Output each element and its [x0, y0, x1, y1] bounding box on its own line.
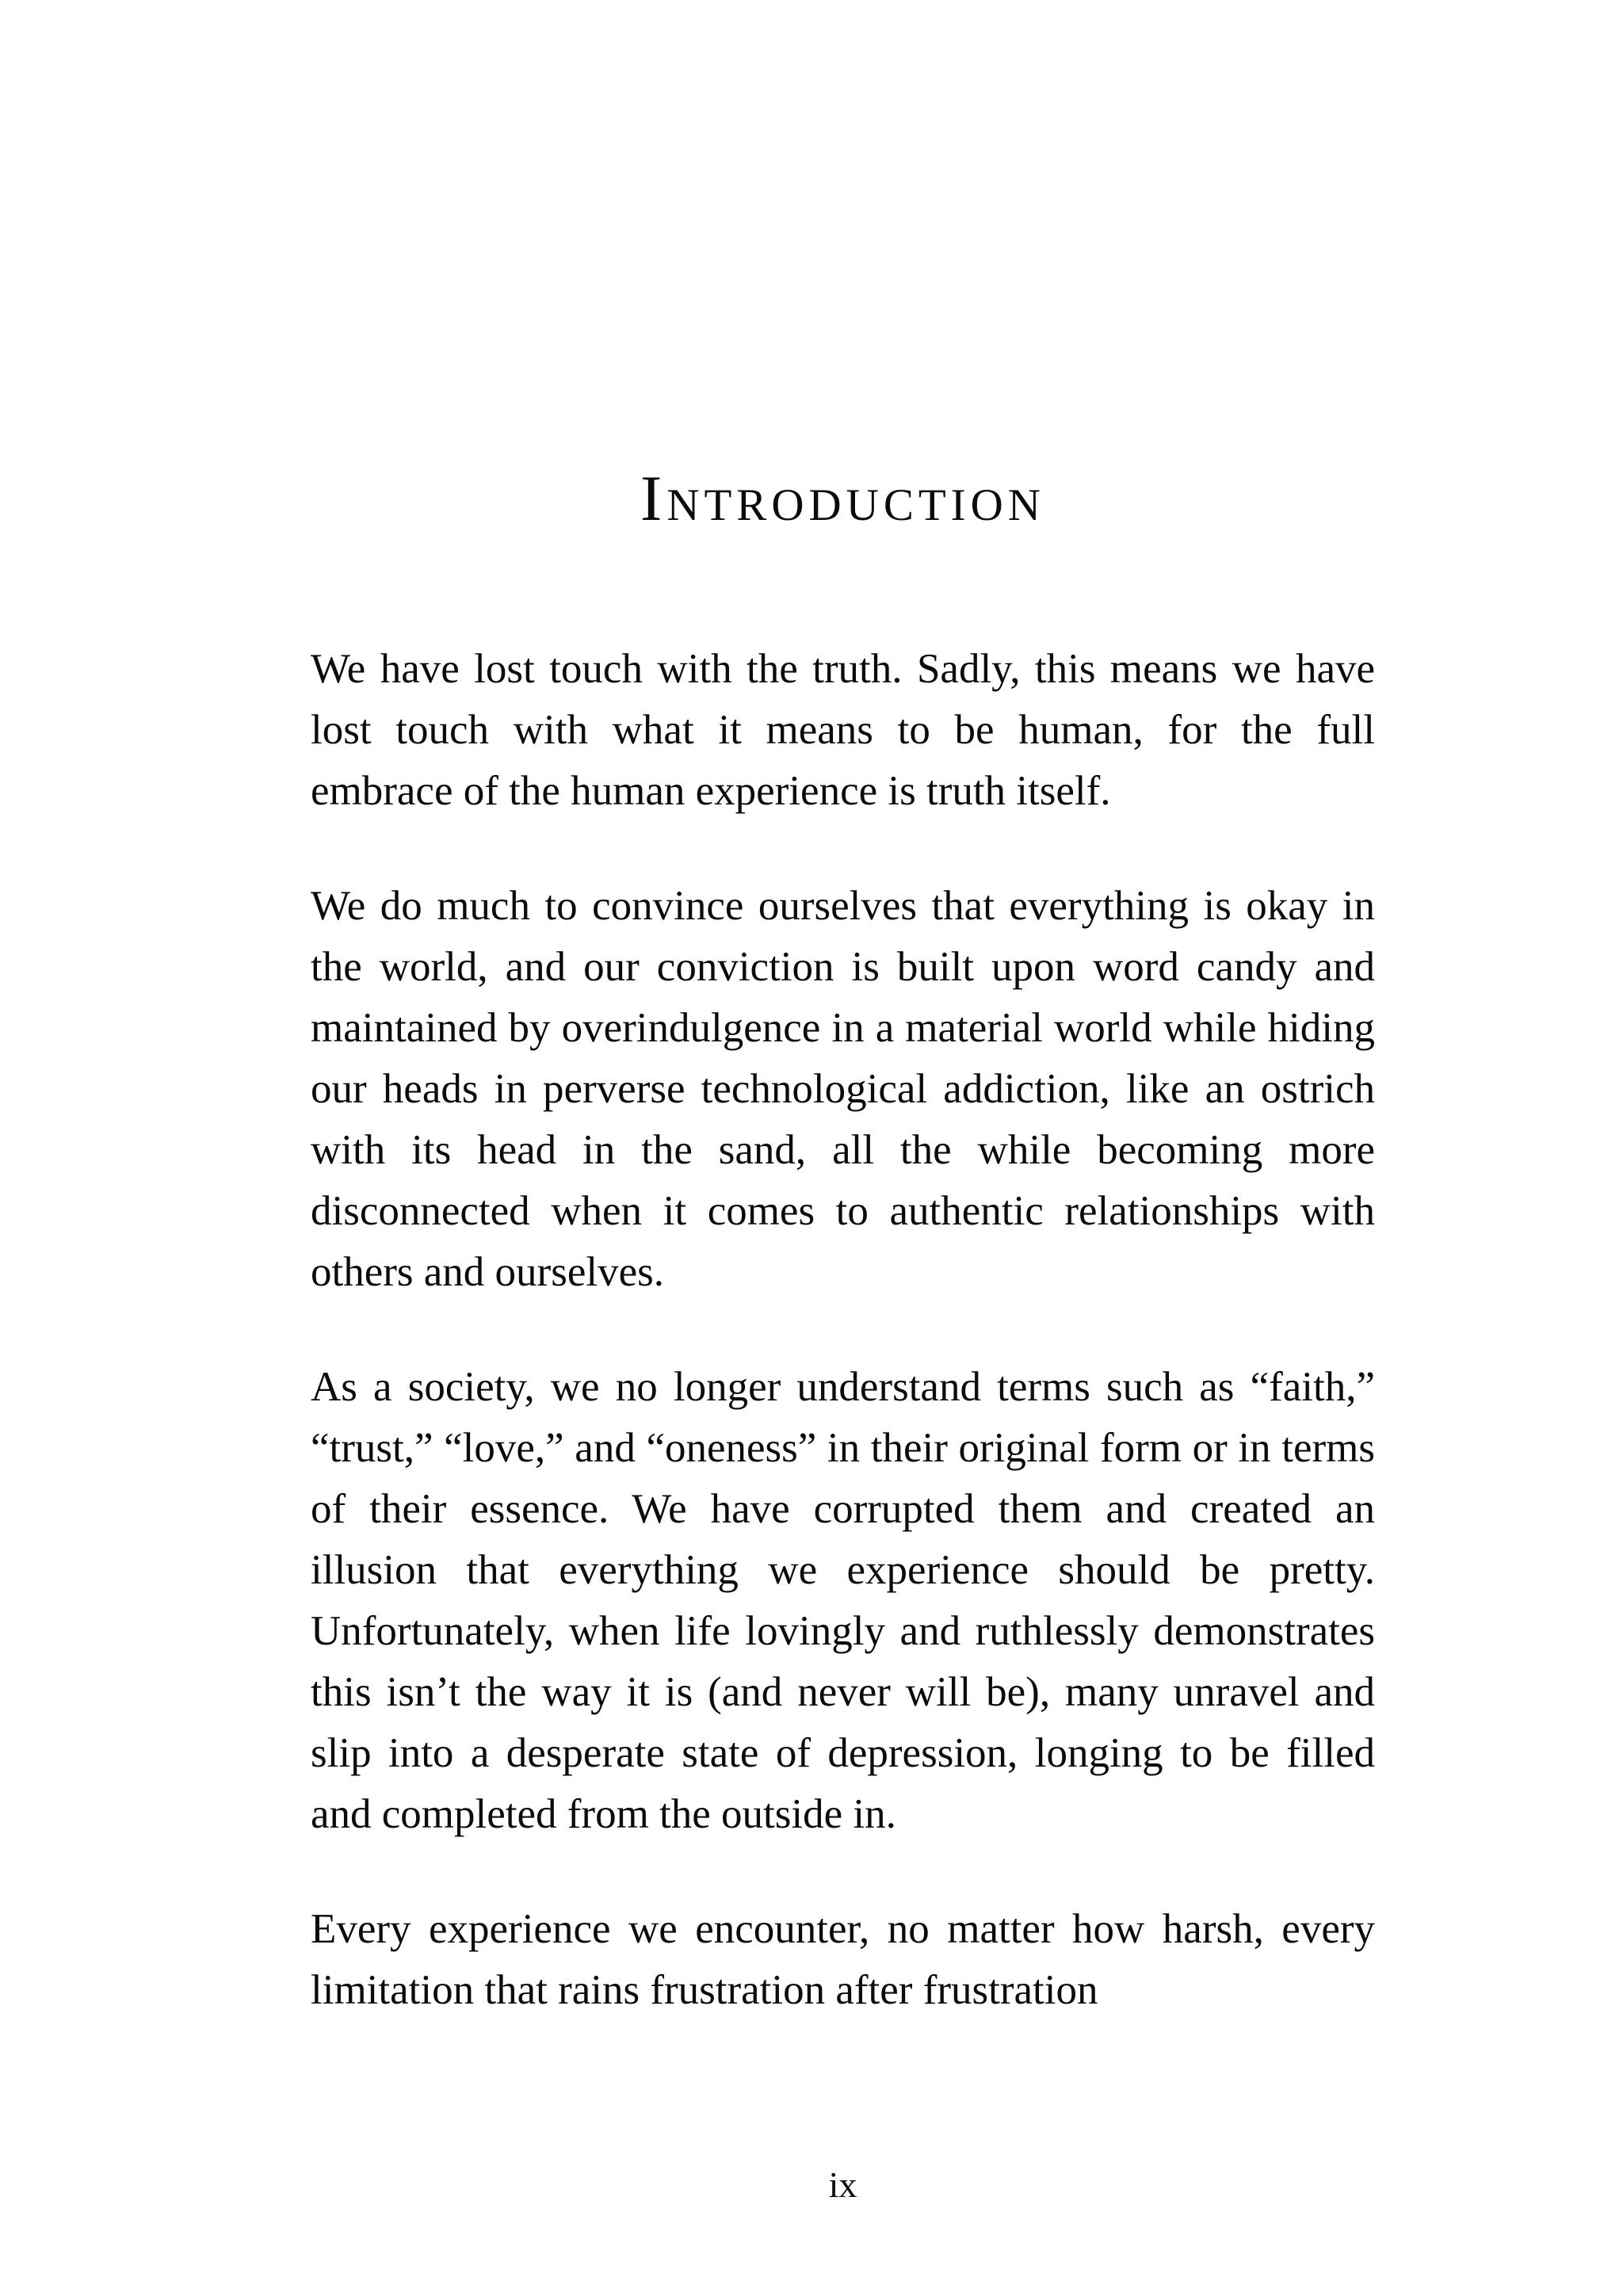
paragraph: As a society, we no longer understand terms such as “faith,” “trust,” “love,” and “oneness” in their original form or in terms of their essence. We have corrupted them and created an illusion that everything we experience should be pretty. Unfortunately, when life lovingly and ruthlessly demonstrates this isn’t the way it is (and never will be), many unravel and slip into a desperate state of depression, longing to be filled and completed from the outside in. [311, 1364, 1375, 1837]
paragraph: We do much to convince ourselves that everything is okay in the world, and our conviction is built upon word candy and maintained by overindulgence in a material world while hiding our heads in perverse technological addiction, like an ostrich with its head in the sand, all the while becoming more disconnected when it comes to authentic relationships with others and ourselves. [311, 883, 1375, 1295]
page-number: ix [828, 2164, 857, 2205]
chapter-title: Introduction [640, 462, 1045, 534]
paragraph: Every experience we encounter, no matter how harsh, every limitation that rains frustration after frustration [311, 1906, 1375, 2013]
body-text [311, 639, 1375, 2021]
paragraph: We have lost touch with the truth. Sadly, this means we have lost touch with what it means to be human, for the full embrace of the human experience is truth itself. [311, 646, 1375, 814]
